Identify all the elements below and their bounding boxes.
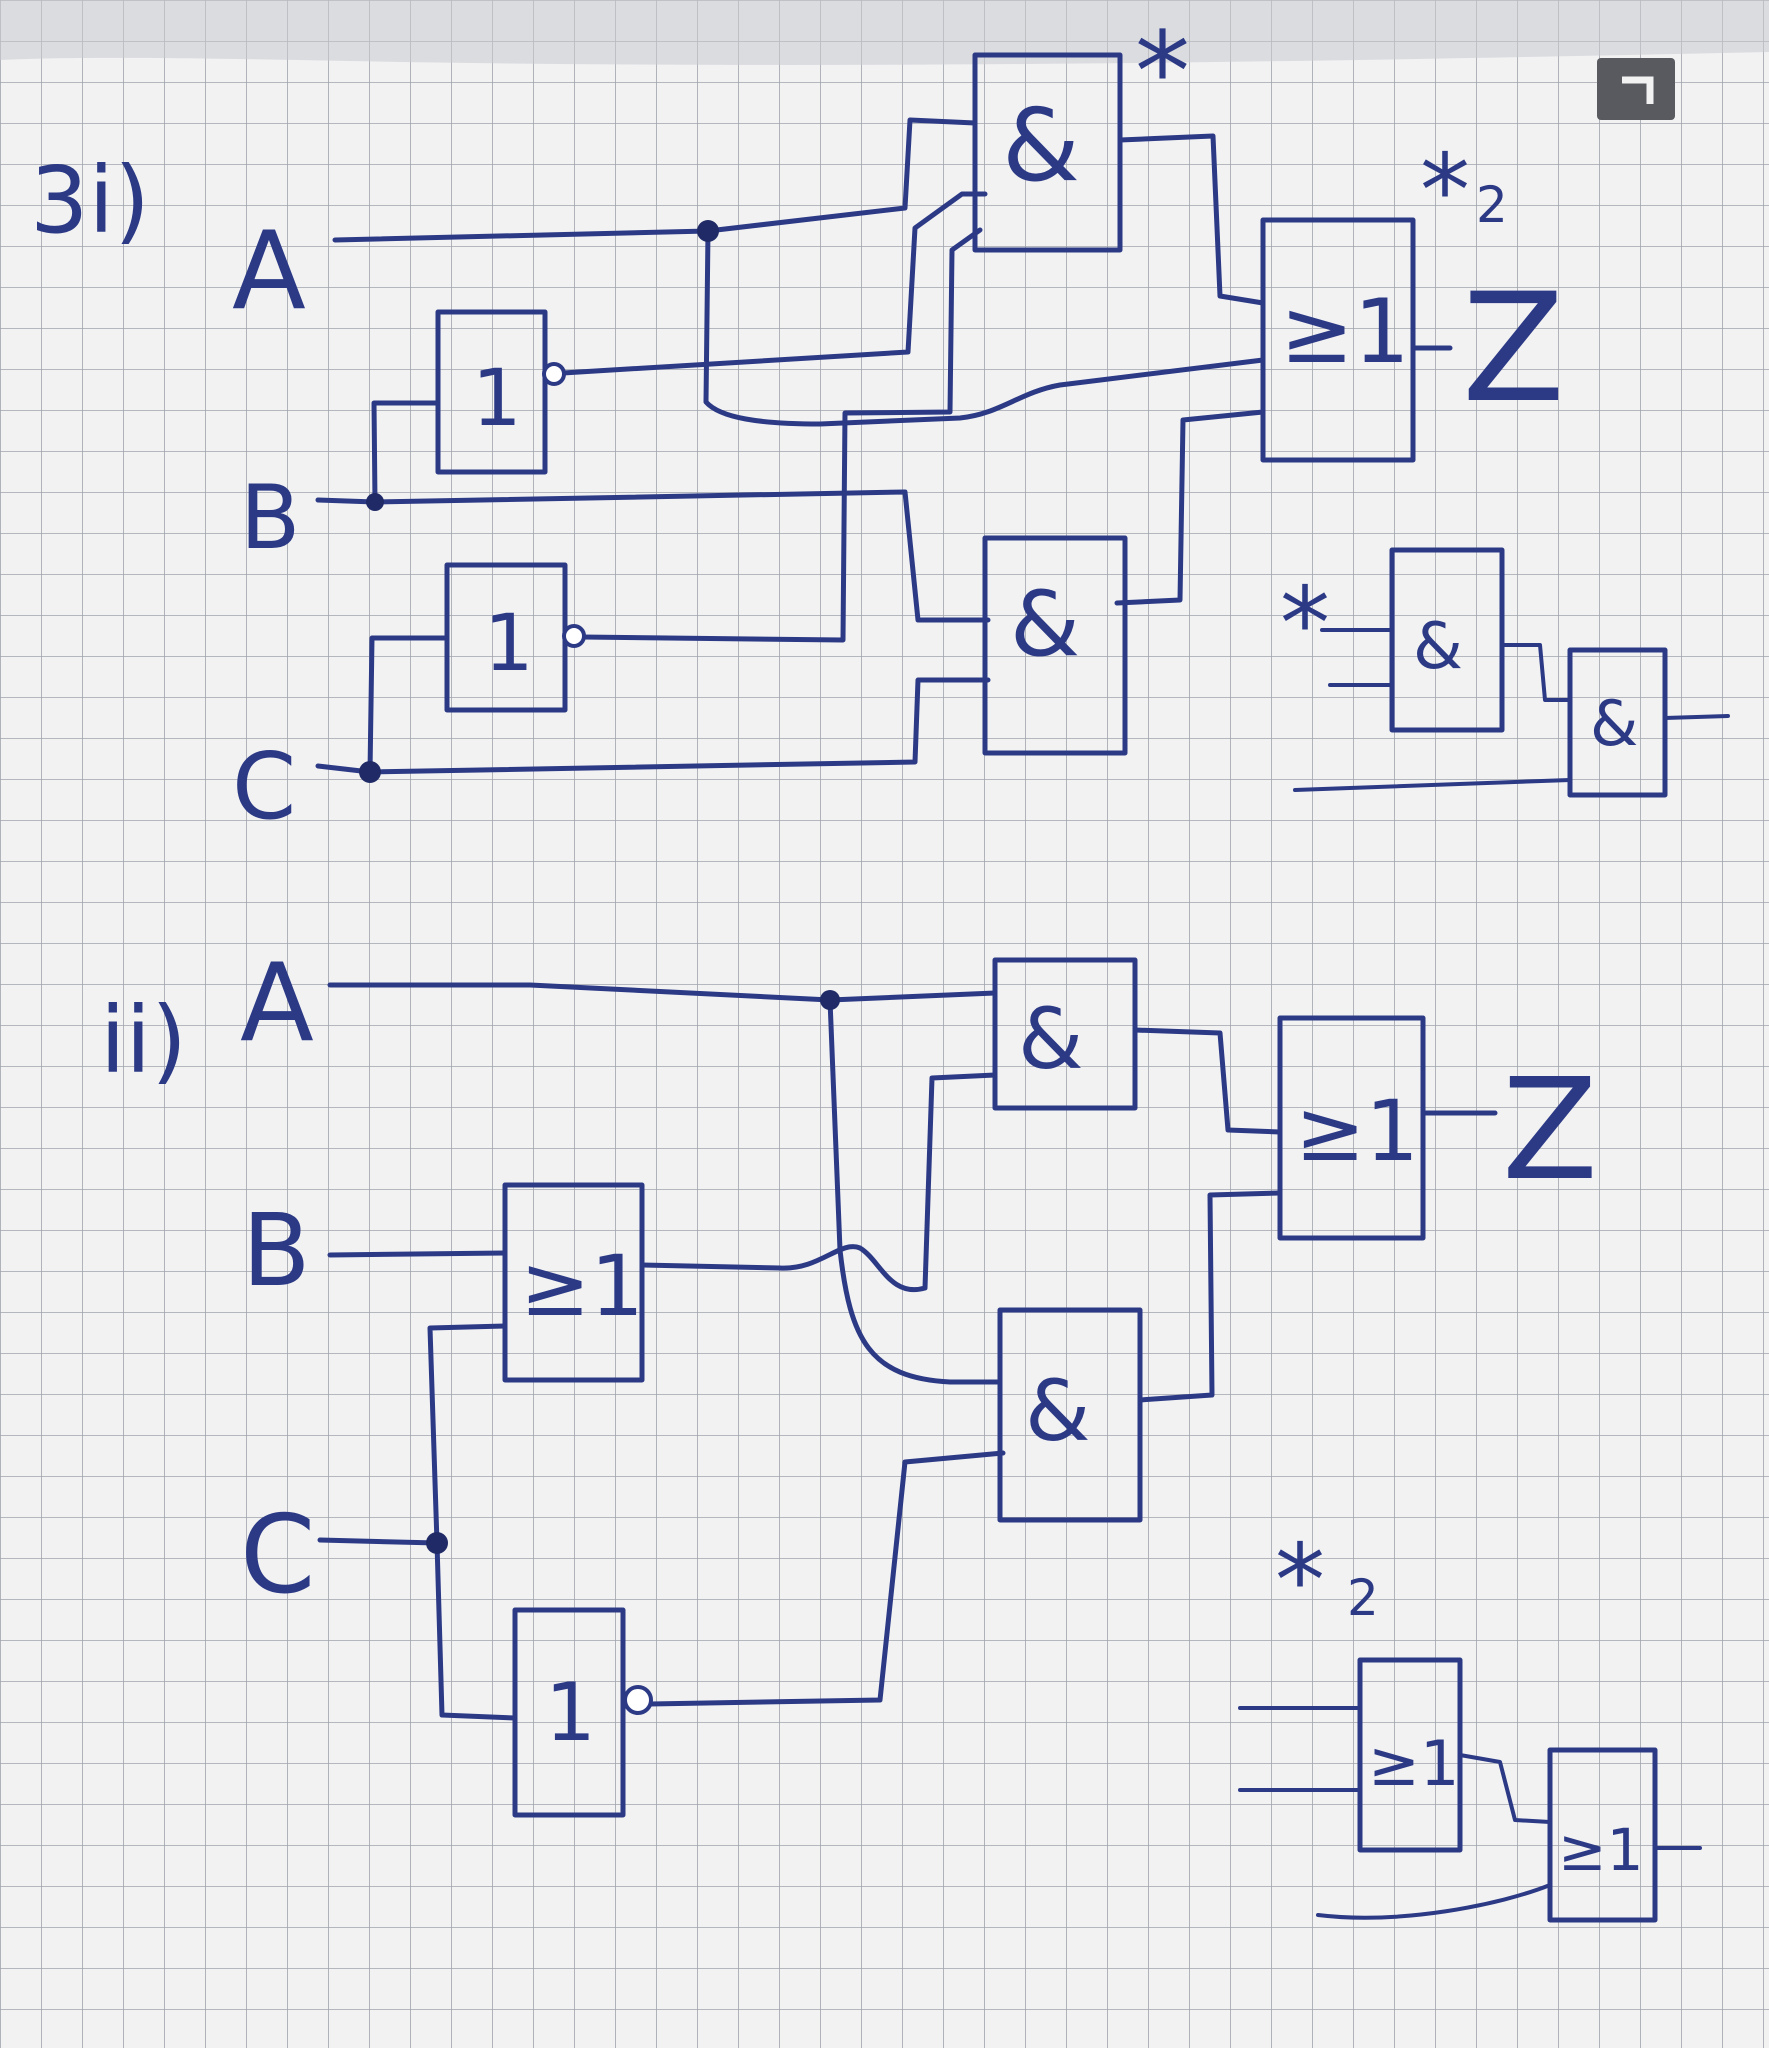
not-gate-c2-label: 1	[545, 1666, 596, 1759]
not-gate-b-bubble	[544, 364, 564, 384]
or-gate-main-label: ≥1	[1280, 280, 1410, 383]
detail-star-2-mark: *	[1275, 1522, 1325, 1639]
detail-or-gate-2-label: ≥1	[1558, 1816, 1644, 1884]
or-gate-main2-label: ≥1	[1295, 1082, 1419, 1180]
and-gate-bottom2-label: &	[1025, 1362, 1091, 1460]
not-gate-c-bubble	[564, 626, 584, 646]
not-gate-c-label: 1	[484, 599, 534, 689]
paper-top-edge	[0, 0, 1769, 65]
note-star-2-sub: 2	[1476, 176, 1508, 234]
or-gate-bc-label: ≥1	[520, 1237, 644, 1335]
corner-logo-icon	[1597, 58, 1675, 120]
input-c-label: C	[232, 733, 297, 840]
not-gate-c2-bubble	[625, 1687, 651, 1713]
detail-and-gate-2-label: &	[1590, 687, 1639, 760]
detail-or-gate-1-label: ≥1	[1368, 1727, 1460, 1800]
input-a2-label: A	[240, 941, 314, 1066]
detail-and-out	[1665, 716, 1728, 718]
detail-star-label: *	[1280, 565, 1330, 682]
junction-a2	[820, 990, 840, 1010]
detail-and-gate-1-label: &	[1413, 610, 1463, 684]
wire-c2	[320, 1540, 437, 1543]
input-c2-label: C	[240, 1493, 316, 1618]
note-star-2-mark: *	[1420, 132, 1470, 249]
junction-c	[359, 761, 381, 783]
output-z-label: Z	[1462, 262, 1565, 436]
not-gate-b-label: 1	[472, 354, 522, 444]
junction-b	[366, 493, 384, 511]
detail-star-2-sub: 2	[1347, 1569, 1379, 1627]
note-star-1: *	[1135, 8, 1190, 136]
part-ii-label: ii)	[100, 987, 188, 1094]
input-a-label: A	[232, 209, 306, 334]
junction-c2	[426, 1532, 448, 1554]
and-gate-top-label: &	[1002, 87, 1080, 204]
and-gate-bottom-label: &	[1010, 572, 1081, 677]
output-z2-label: Z	[1502, 1049, 1598, 1212]
junction-a	[697, 220, 719, 242]
input-b-label: B	[240, 466, 301, 569]
wire-b2	[330, 1253, 505, 1255]
input-b2-label: B	[242, 1192, 311, 1309]
and-gate-top2-label: &	[1018, 990, 1084, 1088]
part-i-label: 3i)	[30, 147, 150, 254]
